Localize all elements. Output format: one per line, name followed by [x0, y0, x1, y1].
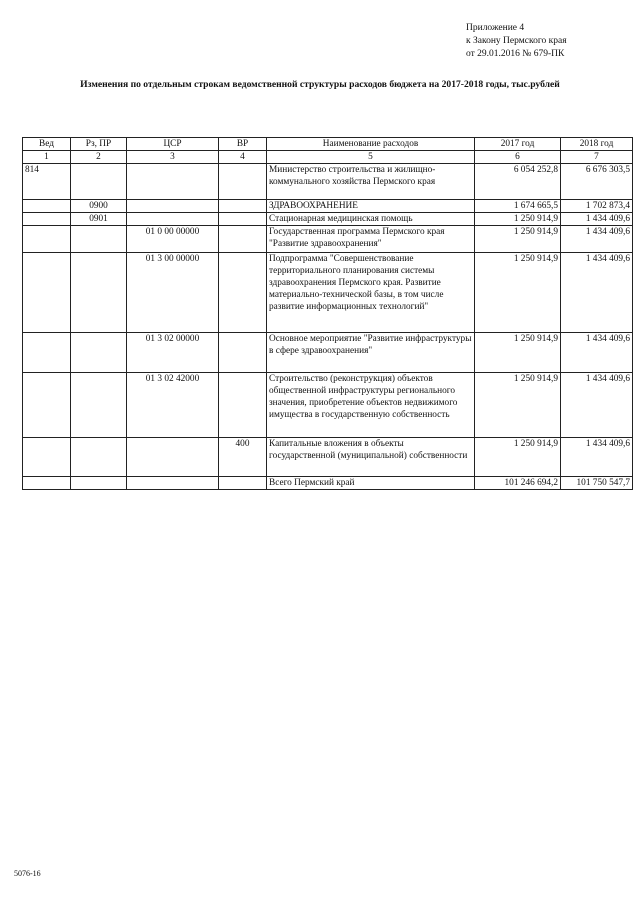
cell-rz-pr [71, 477, 127, 490]
appendix-note [466, 22, 636, 61]
cell-name: ЗДРАВООХРАНЕНИЕ [267, 200, 475, 213]
cell-name: Стационарная медицинская помощь [267, 213, 475, 226]
cell-csr: 01 3 00 00000 [127, 253, 219, 333]
table-row [23, 200, 633, 213]
column-number: 6 [475, 151, 561, 164]
table-row [23, 164, 633, 200]
cell-2017: 1 250 914,9 [475, 213, 561, 226]
cell-vr [219, 477, 267, 490]
cell-vr [219, 253, 267, 333]
cell-ved [23, 213, 71, 226]
document-title: Изменения по отдельным строкам ведомственной структуры расходов бюджета на 2017-2018 годы, тыс.рублей [80, 79, 560, 90]
table-row [23, 226, 633, 253]
cell-ved [23, 477, 71, 490]
column-number: 1 [23, 151, 71, 164]
header-csr: ЦСР [127, 138, 219, 151]
cell-csr: 01 0 00 00000 [127, 226, 219, 253]
cell-ved [23, 373, 71, 438]
cell-ved [23, 200, 71, 213]
cell-2018: 1 434 409,6 [561, 438, 633, 477]
cell-rz-pr [71, 333, 127, 373]
cell-2017: 6 054 252,8 [475, 164, 561, 200]
cell-ved [23, 438, 71, 477]
cell-rz-pr [71, 226, 127, 253]
column-number: 2 [71, 151, 127, 164]
cell-name: Строительство (реконструкция) объектов общественной инфраструктуры регионального значения, приобретение объектов недвижимого имущества в государственную собственность [267, 373, 475, 438]
document-code: 5076-16 [14, 869, 41, 878]
table-row [23, 333, 633, 373]
cell-2018: 1 434 409,6 [561, 333, 633, 373]
cell-name: Капитальные вложения в объекты государственной (муниципальной) собственности [267, 438, 475, 477]
cell-2018: 101 750 547,7 [561, 477, 633, 490]
cell-ved [23, 226, 71, 253]
header-2018: 2018 год [561, 138, 633, 151]
header-ved: Вед [23, 138, 71, 151]
table-row-total [23, 477, 633, 490]
cell-rz-pr: 0901 [71, 213, 127, 226]
cell-2018: 1 434 409,6 [561, 213, 633, 226]
cell-csr [127, 477, 219, 490]
cell-csr [127, 200, 219, 213]
cell-vr [219, 164, 267, 200]
cell-2018: 1 702 873,4 [561, 200, 633, 213]
header-rz-pr: Рз, ПР [71, 138, 127, 151]
cell-name: Всего Пермский край [267, 477, 475, 490]
cell-2017: 1 250 914,9 [475, 373, 561, 438]
cell-csr: 01 3 02 42000 [127, 373, 219, 438]
cell-vr [219, 226, 267, 253]
cell-ved [23, 333, 71, 373]
cell-2017: 1 250 914,9 [475, 333, 561, 373]
cell-2017: 1 250 914,9 [475, 438, 561, 477]
cell-2018: 1 434 409,6 [561, 226, 633, 253]
appendix-line-1: Приложение 4 [466, 23, 525, 33]
table-row [23, 373, 633, 438]
column-number: 7 [561, 151, 633, 164]
cell-2018: 1 434 409,6 [561, 373, 633, 438]
cell-name: Государственная программа Пермского края "Развитие здравоохранения" [267, 226, 475, 253]
cell-vr [219, 373, 267, 438]
column-number: 3 [127, 151, 219, 164]
cell-csr: 01 3 02 00000 [127, 333, 219, 373]
cell-vr [219, 200, 267, 213]
table-header-row [23, 138, 633, 151]
cell-2017: 1 674 665,5 [475, 200, 561, 213]
cell-name: Основное мероприятие "Развитие инфраструктуры в сфере здравоохранения" [267, 333, 475, 373]
cell-2017: 101 246 694,2 [475, 477, 561, 490]
table-row [23, 438, 633, 477]
cell-name: Подпрограмма "Совершенствование территориального планирования системы здравоохранения Пермского края. Развитие материально-технической базы, в том числе развитие информационных технологий" [267, 253, 475, 333]
cell-rz-pr: 0900 [71, 200, 127, 213]
appendix-line-2: к Закону Пермского края [466, 36, 567, 46]
column-number: 5 [267, 151, 475, 164]
header-2017: 2017 год [475, 138, 561, 151]
column-number-row [23, 151, 633, 164]
cell-vr: 400 [219, 438, 267, 477]
cell-rz-pr [71, 164, 127, 200]
cell-vr [219, 213, 267, 226]
cell-ved: 814 [23, 164, 71, 200]
cell-csr [127, 213, 219, 226]
cell-rz-pr [71, 373, 127, 438]
cell-2017: 1 250 914,9 [475, 253, 561, 333]
cell-rz-pr [71, 253, 127, 333]
table-row [23, 213, 633, 226]
budget-table [22, 137, 633, 490]
column-number: 4 [219, 151, 267, 164]
cell-ved [23, 253, 71, 333]
cell-2018: 1 434 409,6 [561, 253, 633, 333]
cell-rz-pr [71, 438, 127, 477]
cell-csr [127, 164, 219, 200]
table-row [23, 253, 633, 333]
appendix-line-3: от 29.01.2016 № 679-ПК [466, 49, 565, 59]
cell-2017: 1 250 914,9 [475, 226, 561, 253]
header-name: Наименование расходов [267, 138, 475, 151]
header-vr: ВР [219, 138, 267, 151]
cell-csr [127, 438, 219, 477]
cell-name: Министерство строительства и жилищно-коммунального хозяйства Пермского края [267, 164, 475, 200]
cell-2018: 6 676 303,5 [561, 164, 633, 200]
cell-vr [219, 333, 267, 373]
